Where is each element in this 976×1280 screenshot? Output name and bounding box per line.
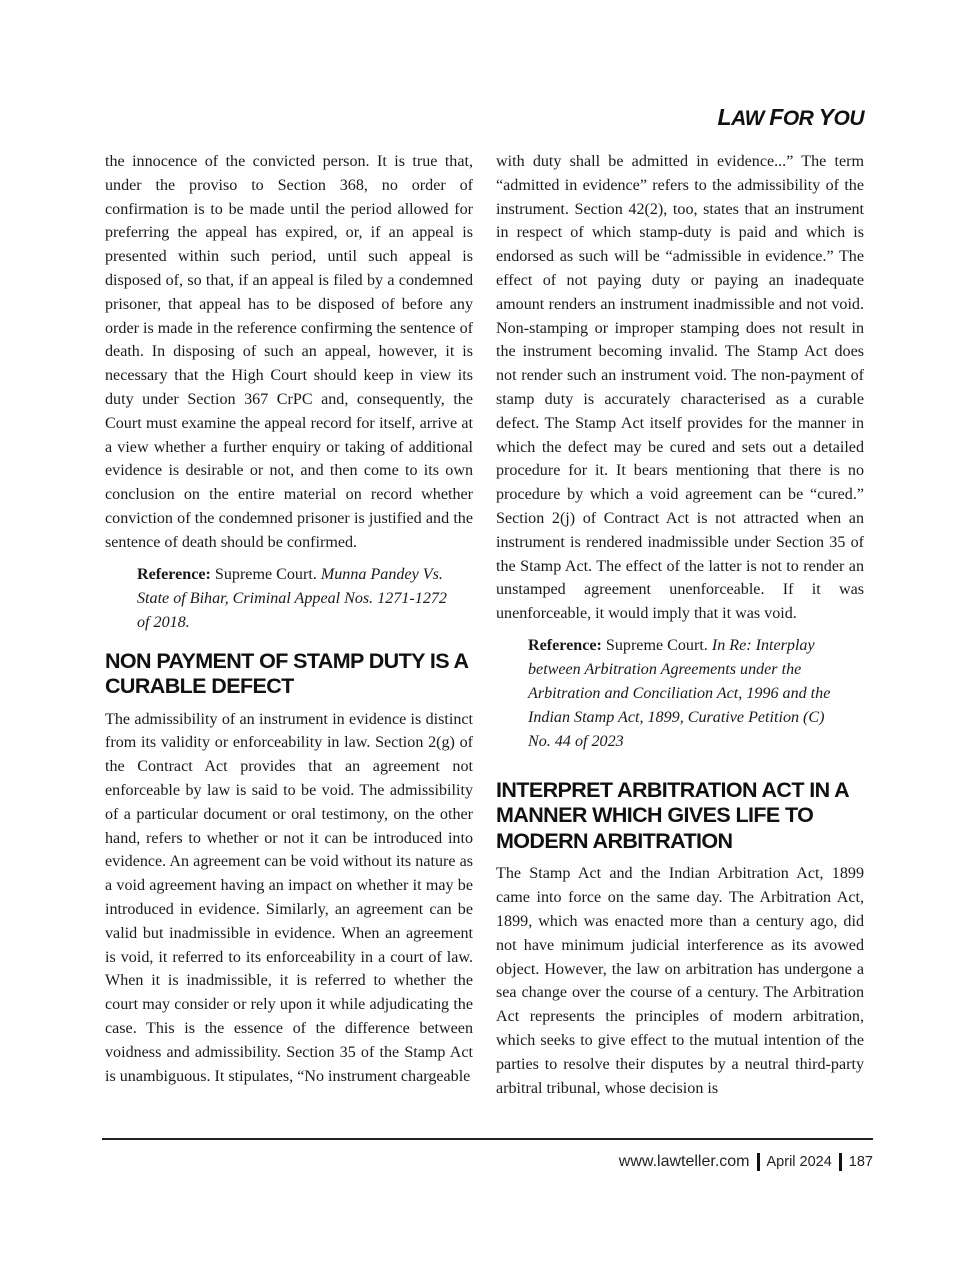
case-reference	[528, 634, 864, 754]
page-footer	[619, 1153, 873, 1171]
website-link[interactable]: www.lawteller.com	[618, 1153, 750, 1170]
page-number: 187	[848, 1154, 873, 1170]
reference-case: In Re: Interplay between Arbitration Agreements under the Arbitration and Conciliation Act, 1996 and the Indian Stamp Act, 1899, Curative Petition (C) No. 44 of 2023	[528, 636, 831, 750]
footer-separator	[757, 1153, 760, 1171]
reference-court: Supreme Court.	[601, 636, 712, 654]
reference-label: Reference:	[528, 636, 602, 654]
section-heading: INTERPRET ARBITRATION ACT IN A MANNER WHICH GIVES LIFE TO MODERN ARBITRATION	[496, 777, 849, 853]
footer-rule	[102, 1138, 873, 1140]
body-paragraph: the innocence of the convicted person. It is true that, under the proviso to Section 368, no order of confirmation is to be made until the period allowed for preferring the appeal has expired, or, if an appeal is presented within such period, until such appeal is disposed of, so that, if an appeal is filed by a condemned prisoner, that appeal has to be disposed of before any order is made in the reference confirming the sentence of death. In disposing of such an appeal, however, it is necessary that the High Court should keep in view its duty under Section 367 CrPC and, consequently, the Court must examine the appeal record for itself, arrive at a view whether a further enquiry or taking of additional evidence is desirable or not, and then come to its own conclusion on the entire material on record whether conviction of the condemned prisoner is justified and the sentence of death should be confirmed.	[105, 153, 473, 551]
case-reference	[137, 563, 473, 635]
body-paragraph: The admissibility of an instrument in evidence is distinct from its validity or enforceability in law. Section 2(g) of the Contract Act provides that an agreement not enforceable by law is said to be void. The admissibility of a particular document or oral testimony, on the other hand, refers to whether or not it can be introduced into evidence. An agreement can be void without its nature as a void agreement having an impact on whether it may be introduced in evidence. Similarly, an agreement can be valid but inadmissible in evidence. When an agreement is void, it referred to its enforceability in a court of law. When it is inadmissible, it is referred to whether the court may consider or rely upon it while adjudicating the case. This is the essence of the difference between voidness and admissibility. Section 35 of the Stamp Act is unambiguous. It stipulates, “No instrument chargeable	[105, 710, 473, 1085]
body-paragraph: with duty shall be admitted in evidence...” The term “admitted in evidence” refers to the admissibility of the instrument. Section 42(2), too, states that an instrument in respect of which stamp-duty is paid and which is endorsed as such will be “admissible in evidence.” The effect of not paying duty or paying an inadequate amount renders an instrument inadmissible and not void. Non-stamping or improper stamping does not result in the instrument becoming invalid. The Stamp Act does not render such an instrument void. The non-payment of stamp duty is accurately characterised as a curable defect. The Stamp Act itself provides for the manner in which the defect may be cured and sets out a detailed procedure for it. It bears mentioning that there is no procedure by which a void agreement can be “cured.” Section 2(j) of Contract Act is not attracted when an instrument is rendered inadmissible under Section 35 of the Stamp Act. The effect of the latter is not to render an unstamped agreement unenforceable. If it was unenforceable, it would imply that it was void.	[496, 153, 864, 623]
reference-case: Munna Pandey Vs. State of Bihar, Criminal Appeal Nos. 1271-1272 of 2018.	[137, 565, 447, 631]
section-heading: NON PAYMENT OF STAMP DUTY IS A CURABLE DEFECT	[105, 648, 468, 699]
reference-label: Reference:	[137, 565, 211, 583]
body-paragraph: The Stamp Act and the Indian Arbitration Act, 1899 came into force on the same day. The Arbitration Act, 1899, which was enacted more than a century ago, did not have minimum judicial interference as its avowed object. However, the law on arbitration has undergone a sea change over the course of a century. The Arbitration Act represents the principles of modern arbitration, which seeks to give effect to the mutual intention of the parties to resolve their disputes by a neutral third-party arbitral tribunal, whose decision is	[496, 865, 864, 1097]
footer-separator	[839, 1153, 842, 1171]
reference-court: Supreme Court.	[210, 565, 321, 583]
issue-date: April 2024	[766, 1154, 832, 1170]
right-column	[496, 150, 864, 1100]
magazine-masthead: LAW FOR YOU	[717, 104, 864, 130]
left-column	[105, 150, 473, 1088]
